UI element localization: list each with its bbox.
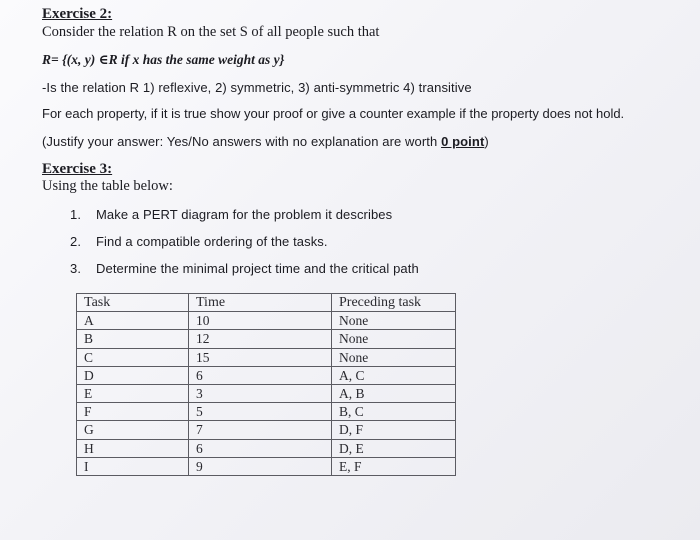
time-cell: 12 [189, 330, 332, 348]
table-row [77, 330, 456, 348]
preceding-cell: A, C [332, 366, 456, 384]
table-header-row [77, 294, 456, 312]
time-cell: 6 [189, 366, 332, 384]
step-number: 2. [70, 234, 82, 249]
time-cell: 7 [189, 421, 332, 439]
step-list-item [70, 234, 328, 249]
relation-definition: R= {(x, y) ∈R if x has the same weight as y} [42, 52, 285, 67]
justify-note-prefix: (Justify your answer: Yes/No answers with no explanation are worth [42, 134, 442, 149]
table-row [77, 384, 456, 402]
step-number: 3. [70, 261, 82, 276]
preceding-cell: D, E [332, 439, 456, 457]
justify-note-suffix: ) [484, 134, 489, 149]
exercise-2-title: Exercise 2: [42, 6, 113, 22]
table-row [77, 403, 456, 421]
table-row [77, 312, 456, 330]
time-cell: 9 [189, 457, 332, 475]
table-row [77, 439, 456, 457]
property-question: -Is the relation R 1) reflexive, 2) symmetric, 3) anti-symmetric 4) transitive [42, 80, 472, 95]
preceding-cell: D, F [332, 421, 456, 439]
step-list-item [70, 261, 419, 276]
preceding-cell: None [332, 348, 456, 366]
header-task: Task [77, 294, 189, 312]
time-cell: 6 [189, 439, 332, 457]
step-text: Determine the minimal project time and the critical path [96, 261, 419, 276]
exercise-3-intro: Using the table below: [42, 178, 173, 194]
preceding-cell: B, C [332, 403, 456, 421]
step-text: Make a PERT diagram for the problem it describes [96, 207, 393, 222]
header-preceding-task: Preceding task [332, 294, 456, 312]
task-cell: H [77, 439, 189, 457]
step-number: 1. [70, 207, 82, 222]
table-row [77, 348, 456, 366]
table-row [77, 457, 456, 475]
table-row [77, 421, 456, 439]
preceding-cell: None [332, 330, 456, 348]
time-cell: 3 [189, 384, 332, 402]
exercise-2-intro: Consider the relation R on the set S of all people such that [42, 24, 380, 40]
preceding-cell: A, B [332, 384, 456, 402]
exercise-3-title: Exercise 3: [42, 161, 113, 177]
step-text: Find a compatible ordering of the tasks. [96, 234, 328, 249]
header-time: Time [189, 294, 332, 312]
justify-note-points: 0 point [441, 134, 485, 149]
preceding-cell: None [332, 312, 456, 330]
task-cell: A [77, 312, 189, 330]
task-cell: G [77, 421, 189, 439]
time-cell: 10 [189, 312, 332, 330]
justify-note [42, 134, 489, 149]
task-cell: C [77, 348, 189, 366]
task-table [76, 293, 456, 476]
task-cell: F [77, 403, 189, 421]
time-cell: 5 [189, 403, 332, 421]
preceding-cell: E, F [332, 457, 456, 475]
property-instruction: For each property, if it is true show your proof or give a counter example if the property does not hold. [42, 106, 625, 121]
task-cell: D [77, 366, 189, 384]
table-row [77, 366, 456, 384]
step-list-item [70, 207, 392, 222]
task-cell: E [77, 384, 189, 402]
time-cell: 15 [189, 348, 332, 366]
task-cell: I [77, 457, 189, 475]
task-cell: B [77, 330, 189, 348]
